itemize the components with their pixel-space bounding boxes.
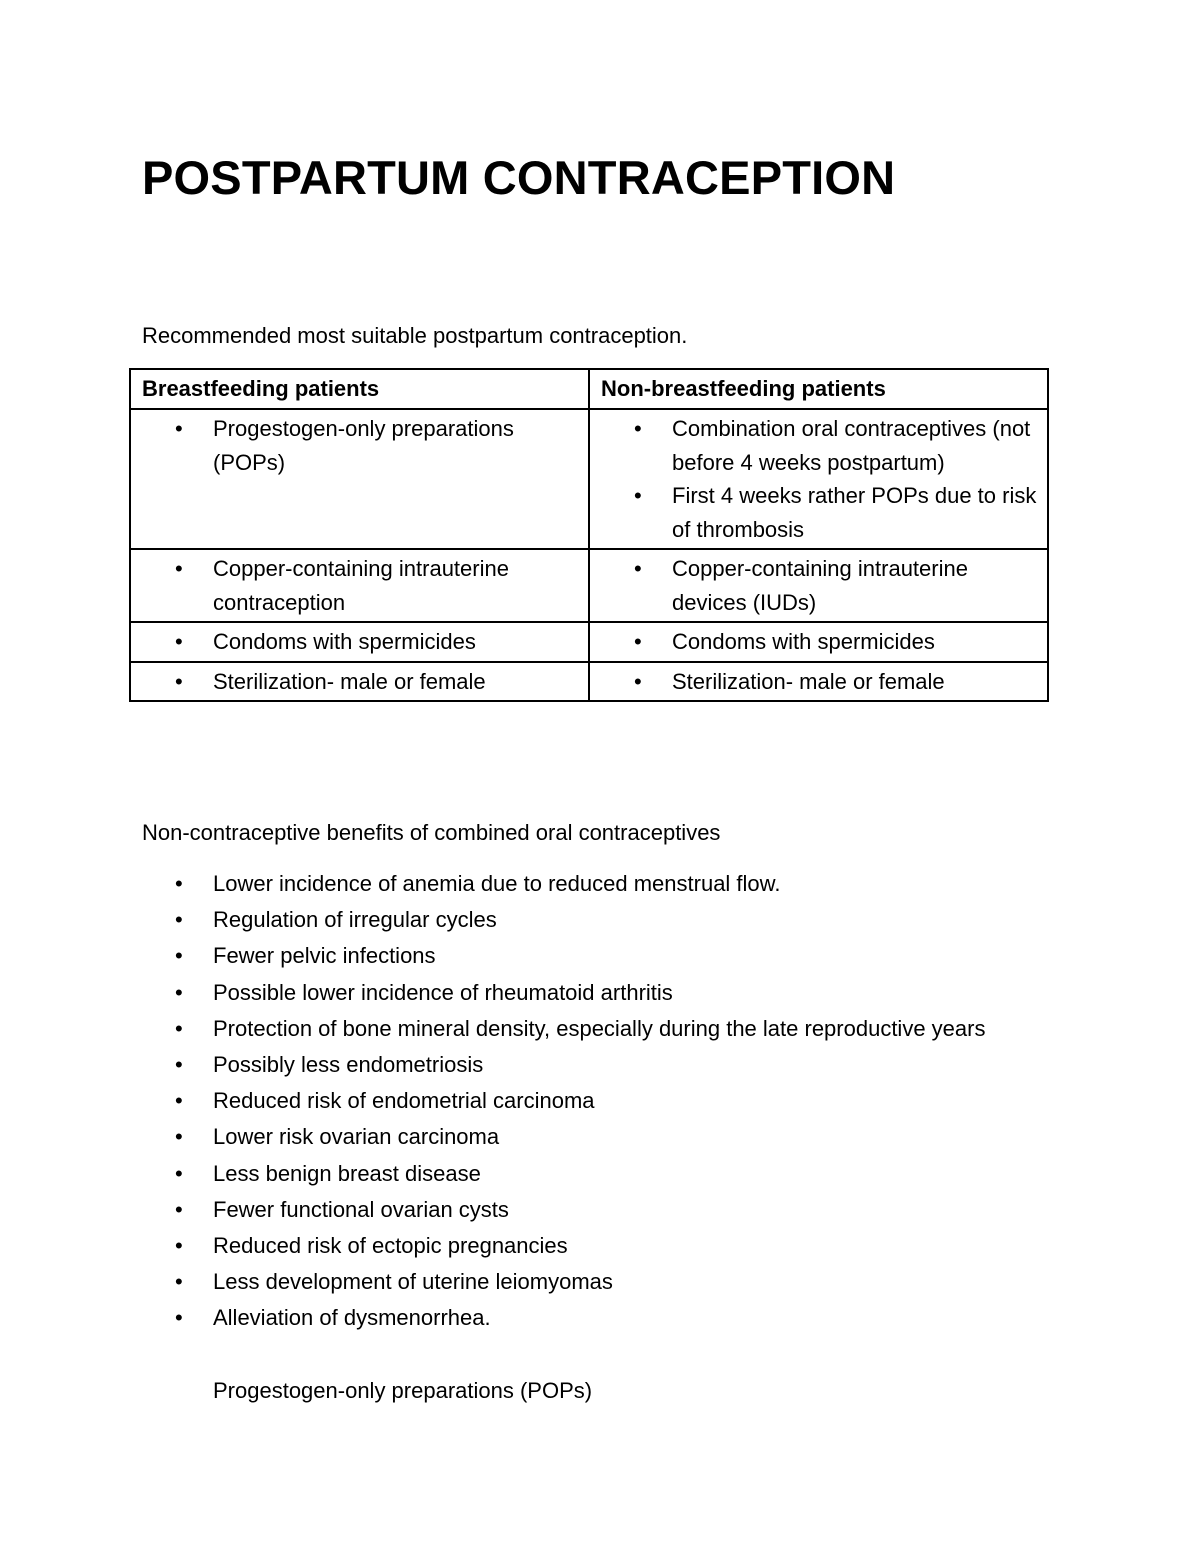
table-cell [589, 662, 1048, 702]
list-item: • Alleviation of dysmenorrhea. [142, 1300, 1062, 1336]
list-item: • Fewer pelvic infections [142, 938, 1062, 974]
header-breastfeeding: Breastfeeding patients [130, 369, 589, 409]
bullet-icon: • [634, 483, 642, 508]
bullet-icon: • [175, 979, 183, 1005]
bullet-icon: • [175, 871, 183, 896]
list-item: • Lower incidence of anemia due to reduced menstrual flow. [142, 866, 1062, 902]
list-item: • Condoms with spermicides [142, 625, 578, 659]
table-row [130, 662, 1048, 702]
list-item: • Possible lower incidence of rheumatoid arthritis [142, 975, 1062, 1011]
list-item: • Regulation of irregular cycles [142, 902, 1062, 938]
table-header-row [130, 369, 1048, 409]
list-item: • Progestogen-only preparations (POPs) [142, 412, 578, 479]
bullet-icon: • [175, 1015, 183, 1041]
table-row [130, 549, 1048, 622]
list-item: • Lower risk ovarian carcinoma [142, 1119, 1062, 1155]
bullet-icon: • [175, 629, 183, 654]
bullet-icon: • [175, 943, 183, 969]
bullet-icon: • [175, 1233, 183, 1259]
list-item: • Reduced risk of endometrial carcinoma [142, 1083, 1062, 1119]
bullet-icon: • [175, 1088, 183, 1114]
table-row [130, 409, 1048, 549]
bullet-icon: • [175, 1196, 183, 1222]
bullet-icon: • [634, 416, 642, 441]
benefits-heading: Non-contraceptive benefits of combined oral contraceptives [142, 820, 721, 845]
table-cell [130, 549, 589, 622]
intro-text: Recommended most suitable postpartum contraception. [142, 323, 688, 348]
bullet-icon: • [175, 1269, 183, 1295]
bullet-icon: • [175, 556, 183, 581]
list-item: • Fewer functional ovarian cysts [142, 1192, 1062, 1228]
bullet-icon: • [634, 668, 642, 694]
list-item: • Less development of uterine leiomyomas [142, 1264, 1062, 1300]
list-item: • Copper-containing intrauterine contraception [142, 552, 578, 619]
bullet-icon: • [175, 1305, 183, 1331]
table-cell [589, 409, 1048, 549]
list-item: • Condoms with spermicides [601, 625, 1037, 659]
table-cell [589, 549, 1048, 622]
list-item: • Sterilization- male or female [142, 665, 578, 699]
bullet-icon: • [634, 629, 642, 654]
bullet-icon: • [175, 1124, 183, 1150]
bullet-icon: • [175, 907, 183, 933]
header-non-breastfeeding: Non-breastfeeding patients [589, 369, 1048, 409]
bullet-icon: • [634, 556, 642, 581]
table-cell [130, 662, 589, 702]
bullet-icon: • [175, 668, 183, 694]
list-item: • Less benign breast disease [142, 1156, 1062, 1192]
bullet-icon: • [175, 1160, 183, 1186]
list-item: • Reduced risk of ectopic pregnancies [142, 1228, 1062, 1264]
list-item: • Possibly less endometriosis [142, 1047, 1062, 1083]
list-item: • Sterilization- male or female [601, 665, 1037, 699]
bullet-icon: • [175, 416, 183, 441]
list-item: • Copper-containing intrauterine devices (IUDs) [601, 552, 1037, 619]
page-title: POSTPARTUM CONTRACEPTION [142, 151, 896, 204]
benefits-list [142, 866, 1062, 1337]
table-cell [130, 409, 589, 549]
bullet-icon: • [175, 1052, 183, 1078]
contraception-table [129, 368, 1049, 702]
table-row [130, 622, 1048, 662]
list-item: • Protection of bone mineral density, especially during the late reproductive years [142, 1011, 1062, 1047]
table-cell [589, 622, 1048, 662]
list-item: • First 4 weeks rather POPs due to risk of thrombosis [601, 479, 1037, 546]
table-cell [130, 622, 589, 662]
list-item: • Combination oral contraceptives (not before 4 weeks postpartum) [601, 412, 1037, 479]
trailing-text: Progestogen-only preparations (POPs) [213, 1378, 593, 1403]
